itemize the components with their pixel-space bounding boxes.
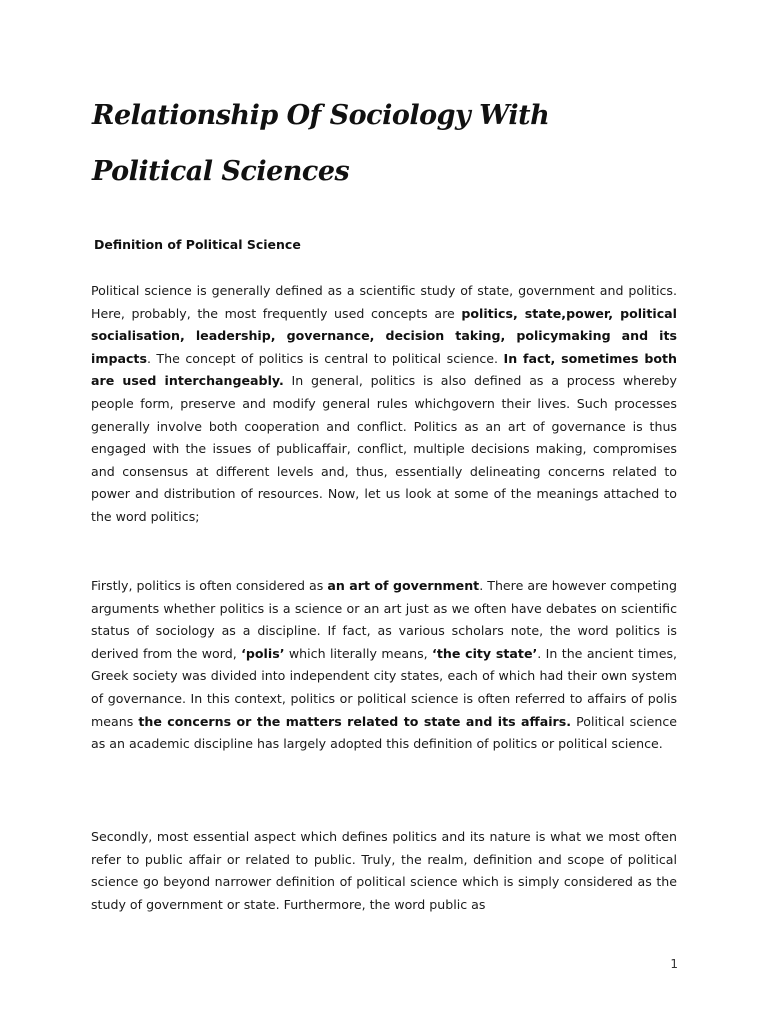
bold-phrase: the concerns or the matters related to state and its affairs. (138, 713, 572, 729)
title-line-1: Relationship Of Sociology With (92, 100, 550, 131)
bold-phrase: ‘polis’ (241, 645, 285, 661)
paragraph-definition (91, 280, 677, 529)
text-run: . In the ancient times, Greek society was divided into independent city states, each of which had their own system of governance. In this context, politics or political science is often referred to affairs of polis means (91, 645, 678, 729)
paragraph-secondly (91, 826, 677, 916)
text-run: Secondly, most essential aspect which defines politics and its nature is what we most often refer to public affair or related to public. Truly, the realm, definition and scope of political science go beyond narrower definition of political science which is simply considered as the study of government or state. Furthermore, the word public as (91, 829, 677, 912)
document-title (92, 88, 692, 200)
page-number: 1 (670, 957, 678, 971)
text-run: Political science as an academic discipline has largely adopted this definition of politics or political science. (91, 713, 677, 752)
text-run: Political science is generally defined as a scientific study of state, government and politics. Here, probably, the most frequently used concepts are (91, 283, 677, 321)
bold-phrase: In fact, sometimes both are used interchangeably. (91, 350, 677, 389)
title-line-2: Political Sciences (92, 156, 350, 187)
text-run: . There are however competing arguments whether politics is a science or an art just as we often have debates on scientific status of sociology as a discipline. If fact, as various scholars note, the word politics is derived from the word, (91, 578, 677, 661)
bold-phrase: politics, state,power, political socialisation, leadership, governance, decision taking, policymaking and its impacts (91, 305, 677, 366)
paragraph-firstly (91, 575, 677, 756)
section-heading: Definition of Political Science (94, 237, 301, 252)
bold-phrase: ‘the city state’ (432, 645, 538, 661)
text-run: . The concept of politics is central to political science. (146, 350, 504, 366)
text-run: In general, politics is also defined as a process whereby people form, preserve and modify general rules whichgovern their lives. Such processes generally involve both cooperation and conflict. Politics as an art of governance is thus engaged with the issues of publicaffair, conflict, multiple decisions making, compromises and consensus at different levels and, thus, essentially delineating concerns related to power and distribution of resources. Now, let us look at some of the meanings attached to the word politics; (91, 373, 677, 524)
bold-phrase: an art of government (327, 578, 480, 593)
text-run: which literally means, (284, 645, 433, 661)
text-run: Firstly, politics is often considered as (91, 578, 328, 593)
